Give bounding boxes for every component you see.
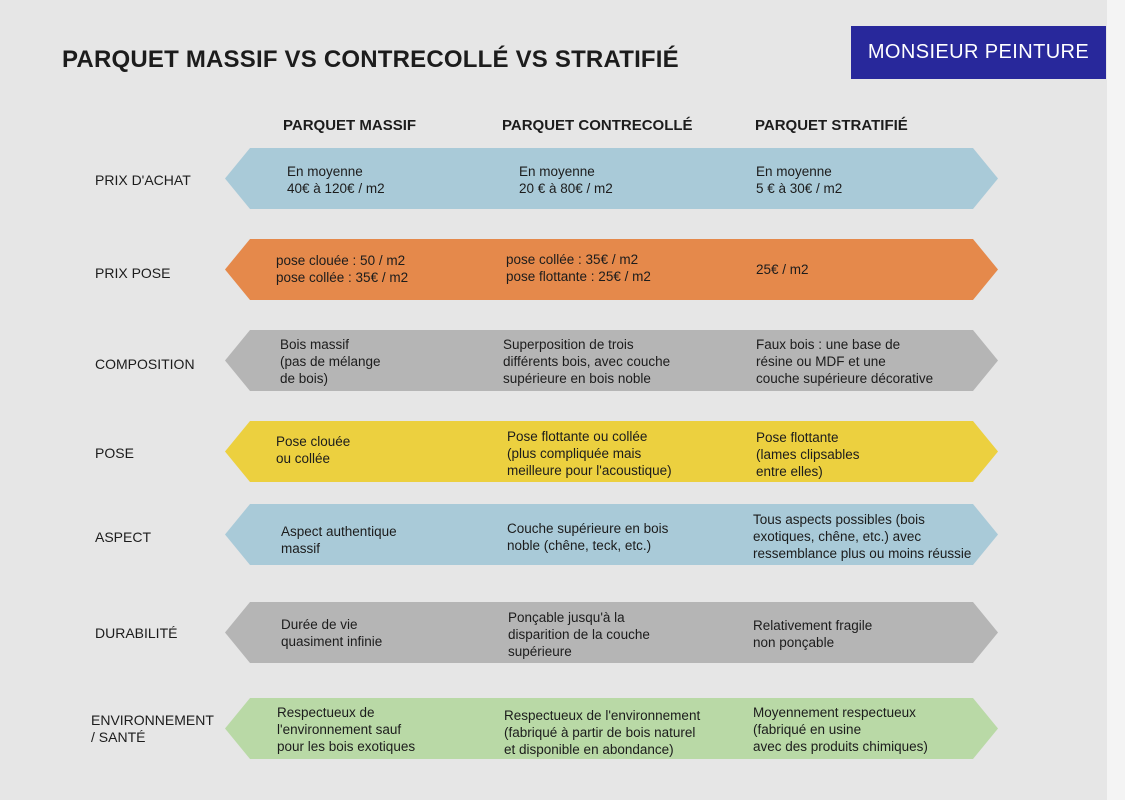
row-label-prix-achat: PRIX D'ACHAT <box>95 172 191 188</box>
cell-massif-prix-pose: pose clouée : 50 / m2 pose collée : 35€ / m2 <box>276 253 409 285</box>
cell-massif-composition: Bois massif (pas de mélange de bois) <box>280 337 381 386</box>
cell-stratifie-prix-achat: En moyenne 5 € à 30€ / m2 <box>756 164 843 196</box>
cell-contrecolle-environnement: Respectueux de l'environnement (fabriqué à partir de bois naturel et disponible en abondance) <box>504 708 701 757</box>
page-title: PARQUET MASSIF VS CONTRECOLLÉ VS STRATIFIÉ <box>62 46 679 73</box>
cell-massif-pose: Pose clouée ou collée <box>276 434 351 466</box>
cell-contrecolle-composition: Superposition de trois différents bois, avec couche supérieure en bois noble <box>503 337 671 386</box>
cell-contrecolle-durabilite: Ponçable jusqu'à la disparition de la couche supérieure <box>508 610 650 659</box>
cell-contrecolle-prix-achat: En moyenne 20 € à 80€ / m2 <box>519 164 613 196</box>
page-edge <box>1107 0 1125 800</box>
row-label-pose: POSE <box>95 445 134 461</box>
cell-contrecolle-pose: Pose flottante ou collée (plus compliquée mais meilleure pour l'acoustique) <box>507 429 672 478</box>
row-label-aspect: ASPECT <box>95 529 152 545</box>
cell-massif-durabilite: Durée de vie quasiment infinie <box>281 617 383 649</box>
cell-massif-environnement: Respectueux de l'environnement sauf pour les bois exotiques <box>277 705 416 754</box>
cell-stratifie-pose: Pose flottante (lames clipsables entre elles) <box>756 430 860 479</box>
row-label-environnement: ENVIRONNEMENT / SANTÉ <box>91 712 214 745</box>
cell-stratifie-environnement: Moyennement respectueux (fabriqué en usine avec des produits chimiques) <box>753 705 928 754</box>
cell-contrecolle-aspect: Couche supérieure en bois noble (chêne, teck, etc.) <box>507 521 669 553</box>
cell-massif-prix-achat: En moyenne 40€ à 120€ / m2 <box>287 164 385 196</box>
brand-logo: MONSIEUR PEINTURE <box>851 26 1106 79</box>
column-header-stratifie: PARQUET STRATIFIÉ <box>755 117 908 134</box>
column-header-massif: PARQUET MASSIF <box>283 117 417 134</box>
row-label-prix-pose: PRIX POSE <box>95 265 171 281</box>
cell-stratifie-prix-pose: 25€ / m2 <box>756 262 809 277</box>
row-label-durabilite: DURABILITÉ <box>95 625 178 641</box>
cell-stratifie-aspect: Tous aspects possibles (bois exotiques, chêne, etc.) avec ressemblance plus ou moins réussie <box>753 512 972 561</box>
cell-contrecolle-prix-pose: pose collée : 35€ / m2 pose flottante : 25€ / m2 <box>506 252 651 284</box>
cell-massif-aspect: Aspect authentique massif <box>281 524 397 556</box>
column-header-contrecolle: PARQUET CONTRECOLLÉ <box>502 117 693 134</box>
row-label-composition: COMPOSITION <box>95 356 195 372</box>
cell-stratifie-composition: Faux bois : une base de résine ou MDF et une couche supérieure décorative <box>756 337 934 386</box>
cell-stratifie-durabilite: Relativement fragile non ponçable <box>753 618 873 650</box>
